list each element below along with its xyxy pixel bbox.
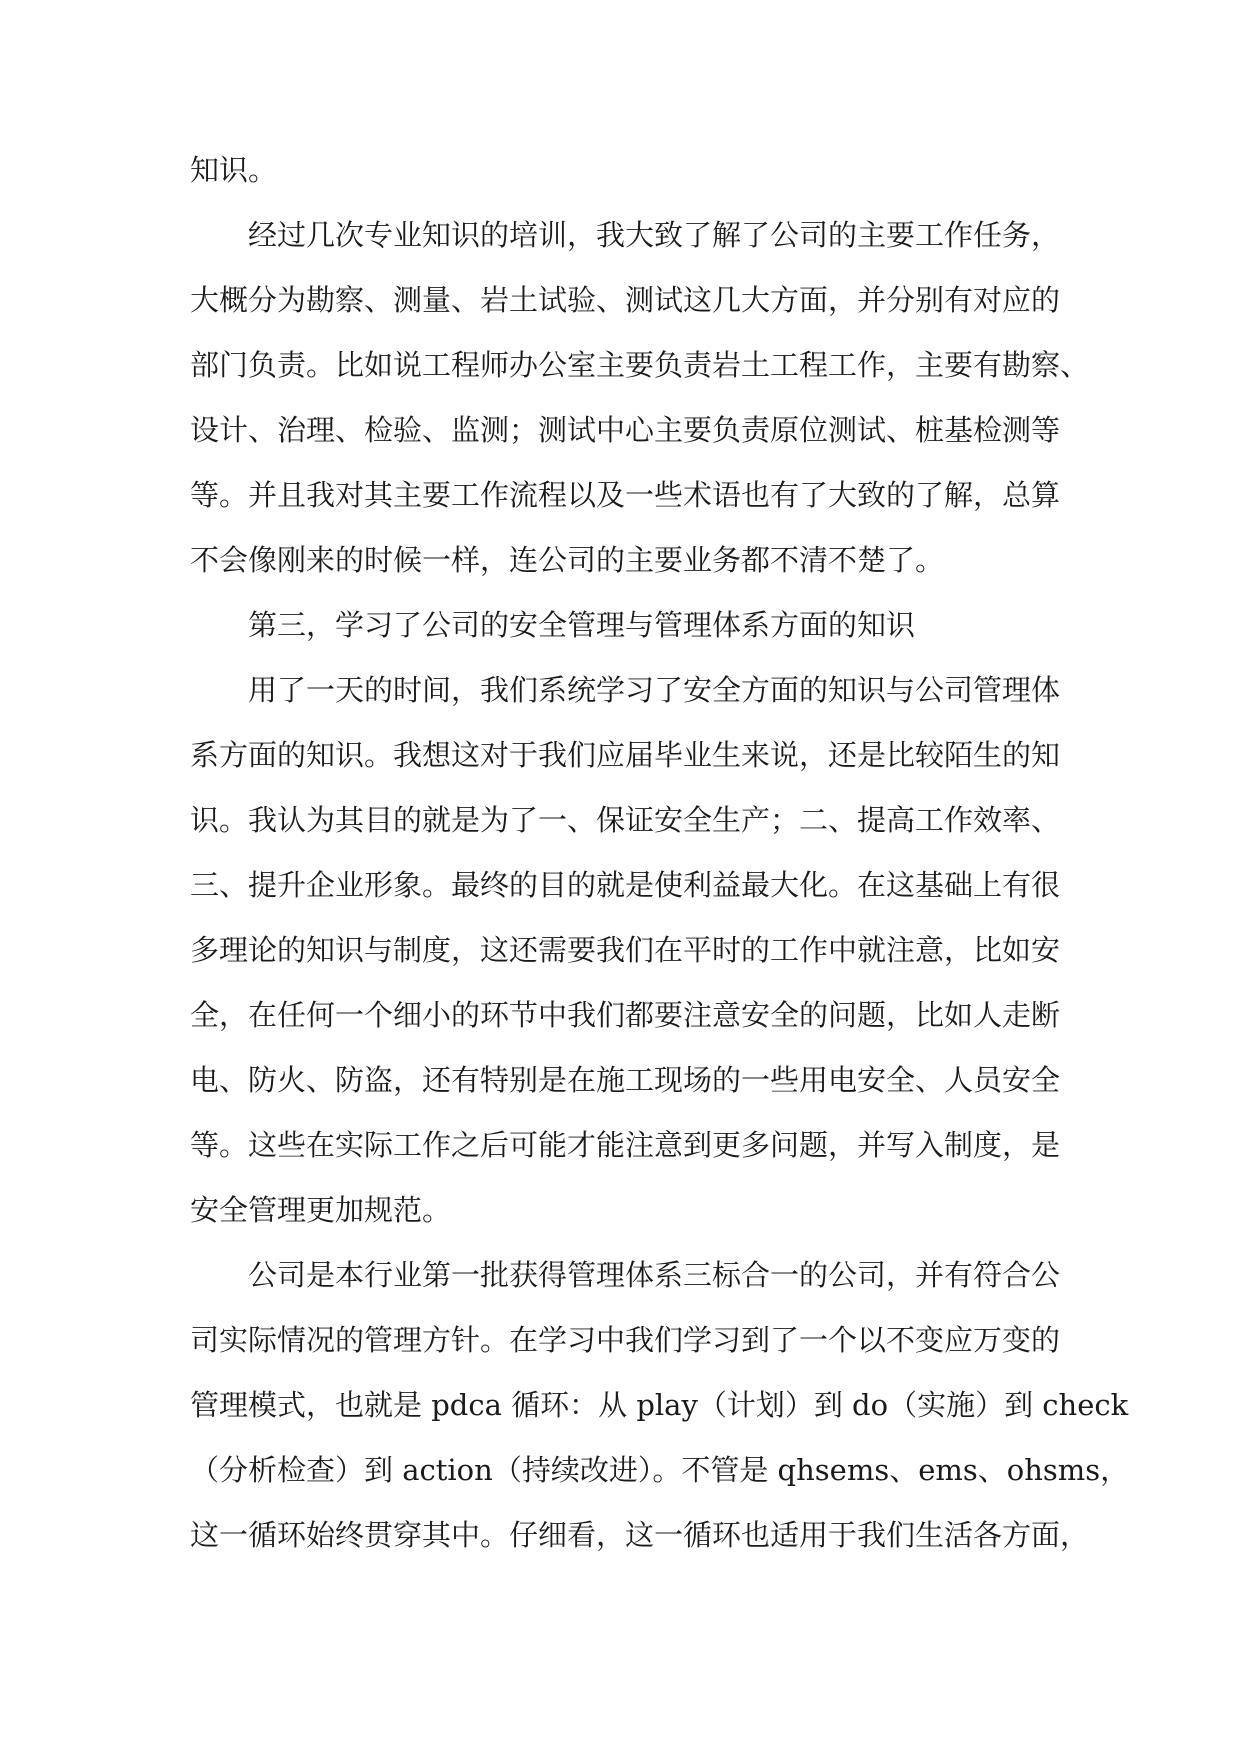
text-line: 设计、治理、检验、监测；测试中心主要负责原位测试、桩基检测等: [190, 413, 1061, 447]
paragraph-start-line: 公司是本行业第一批获得管理体系三标合一的公司，并有符合公: [248, 1258, 1061, 1292]
text-line: 全，在任何一个细小的环节中我们都要注意安全的问题，比如人走断: [190, 998, 1061, 1032]
text-line: 系方面的知识。我想这对于我们应届毕业生来说，还是比较陌生的知: [190, 738, 1061, 772]
paragraph-start-line: 用了一天的时间，我们系统学习了安全方面的知识与公司管理体: [248, 673, 1061, 707]
text-line: 识。我认为其目的就是为了一、保证安全生产；二、提高工作效率、: [190, 803, 1061, 837]
text-line: （分析检查）到 action（持续改进）。不管是 qhsems、ems、ohsms，: [190, 1453, 1130, 1487]
text-line: 不会像刚来的时候一样，连公司的主要业务都不清不楚了。: [190, 543, 945, 577]
text-line: 知识。: [190, 153, 278, 187]
text-line: 大概分为勘察、测量、岩土试验、测试这几大方面，并分别有对应的: [190, 283, 1061, 317]
text-line: 司实际情况的管理方针。在学习中我们学习到了一个以不变应万变的: [190, 1323, 1061, 1357]
text-line: 管理模式，也就是 pdca 循环：从 play（计划）到 do（实施）到 check: [190, 1388, 1129, 1422]
section-heading: 第三，学习了公司的安全管理与管理体系方面的知识: [248, 608, 916, 642]
paragraph-start-line: 经过几次专业知识的培训，我大致了解了公司的主要工作任务，: [248, 218, 1061, 252]
text-line: 等。这些在实际工作之后可能才能注意到更多问题，并写入制度，是: [190, 1128, 1061, 1162]
text-line: 这一循环始终贯穿其中。仔细看，这一循环也适用于我们生活各方面，: [190, 1518, 1090, 1552]
text-line: 等。并且我对其主要工作流程以及一些术语也有了大致的了解，总算: [190, 478, 1061, 512]
text-line: 安全管理更加规范。: [190, 1193, 452, 1227]
text-line: 电、防火、防盗，还有特别是在施工现场的一些用电安全、人员安全: [190, 1063, 1061, 1097]
text-line: 三、提升企业形象。最终的目的就是使利益最大化。在这基础上有很: [190, 868, 1061, 902]
text-line: 部门负责。比如说工程师办公室主要负责岩土工程工作，主要有勘察、: [190, 348, 1090, 382]
text-line: 多理论的知识与制度，这还需要我们在平时的工作中就注意，比如安: [190, 933, 1061, 967]
